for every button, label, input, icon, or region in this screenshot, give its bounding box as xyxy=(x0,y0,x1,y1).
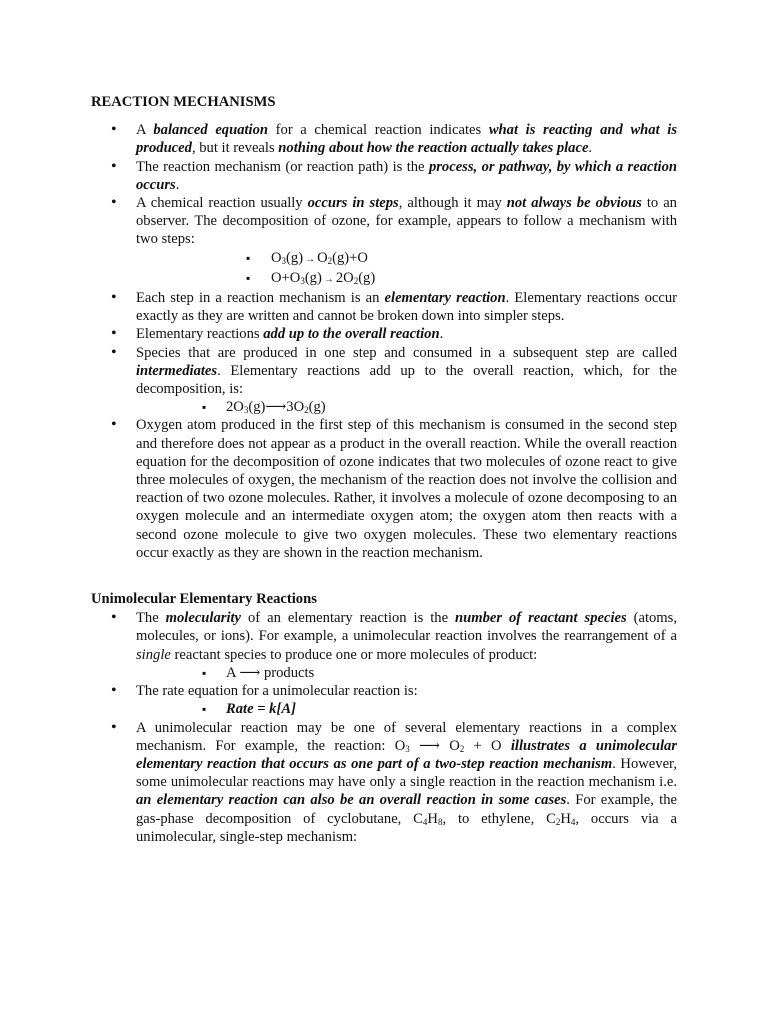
bullet-reaction-mechanism: • The reaction mechanism (or reaction path) is the process, or pathway, by which a reaction occurs. xyxy=(91,158,677,194)
ozone-steps-list xyxy=(136,249,677,289)
bullet-rate-equation: • The rate equation for a unimolecular reaction is: ▪ Rate = k[A] xyxy=(91,682,677,718)
overall-reaction-list xyxy=(136,398,677,416)
section-heading-unimolecular: Unimolecular Elementary Reactions xyxy=(91,591,317,608)
bullet-intermediates: • Species that are produced in one step and consumed in a subsequent step are called intermediates. Elementary reactions add up to the overall reaction, which, for the decomposition, is: ▪ $2O_3(g)⟶3O_2(g)$ xyxy=(91,344,677,417)
bullet-balanced-equation: • A balanced equation for a chemical reaction indicates what is reacting and what is produced, but it reveals nothing about how the reaction actually takes place. xyxy=(91,121,677,157)
bullet-occurs-in-steps: • A chemical reaction usually occurs in steps, although it may not always be obvious to an observer. The decomposition of ozone, for example, appears to follow a mechanism with two steps: ▪ $O_3(g) \to O_2(g)+O$ ▪ $O+O_3(g) \to 2O_2(g)$ xyxy=(91,194,677,289)
bullet-molecularity: • The molecularity of an elementary reaction is the number of reactant species (atoms, molecules, or ions). For example, a unimolecular reaction involves the rearrangement of a single reactant species to produce one or more molecules of product: ▪ A ⟶ products xyxy=(91,609,677,682)
unimolecular-list xyxy=(91,609,677,846)
mechanism-step-2: ▪ $O+O_3(g) \to 2O_2(g)$ xyxy=(136,269,677,289)
rate-equation-list xyxy=(136,700,677,718)
mechanism-step-1: ▪ $O_3(g) \to O_2(g)+O$ xyxy=(136,249,677,269)
unimolecular-example-list xyxy=(136,664,677,682)
unimolecular-example: ▪ A ⟶ products xyxy=(136,664,677,682)
rate-law: ▪ Rate = k[A] xyxy=(136,700,677,718)
bullet-oxygen-atom: • Oxygen atom produced in the first step of this mechanism is consumed in the second step and therefore does not appear as a product in the overall reaction. While the overall reaction equation for the decomposition of ozone indicates that two molecules of ozone react to give three molecules of oxygen, the mechanism of the reaction does not involve the collision and reaction of two ozone molecules. Rather, it involves a molecule of ozone decomposing to an oxygen molecule and an intermediate oxygen atom; the oxygen atom then reacts with a second ozone molecule to give two oxygen molecules. These two elementary reactions occur exactly as they are shown in the reaction mechanism. xyxy=(91,416,677,562)
document-body xyxy=(91,93,677,846)
bullet-elementary-reaction: • Each step in a reaction mechanism is an elementary reaction. Elementary reactions occur exactly as they are written and cannot be broken down into simpler steps. xyxy=(91,289,677,325)
bullet-add-up: • Elementary reactions add up to the overall reaction. xyxy=(91,325,677,343)
reaction-mechanisms-list xyxy=(91,121,677,562)
page-title: REACTION MECHANISMS xyxy=(91,94,276,110)
overall-reaction: ▪ $2O_3(g)⟶3O_2(g)$ xyxy=(136,398,677,416)
bullet-complex-mechanism: • A unimolecular reaction may be one of several elementary reactions in a complex mechanism. For example, the reaction: $O_3$ ⟶ $O_2 + O$ illustrates a unimolecular elementary reaction that occurs as one part of a two-step reaction mechanism. However, some unimolecular reactions may have only a single reaction in the reaction mechanism i.e. an elementary reaction can also be an overall reaction in some cases. For example, the gas-phase decomposition of cyclobutane, $C_4H_8$, to ethylene, $C_2H_4$, occurs via a unimolecular, single-step mechanism: xyxy=(91,719,677,846)
